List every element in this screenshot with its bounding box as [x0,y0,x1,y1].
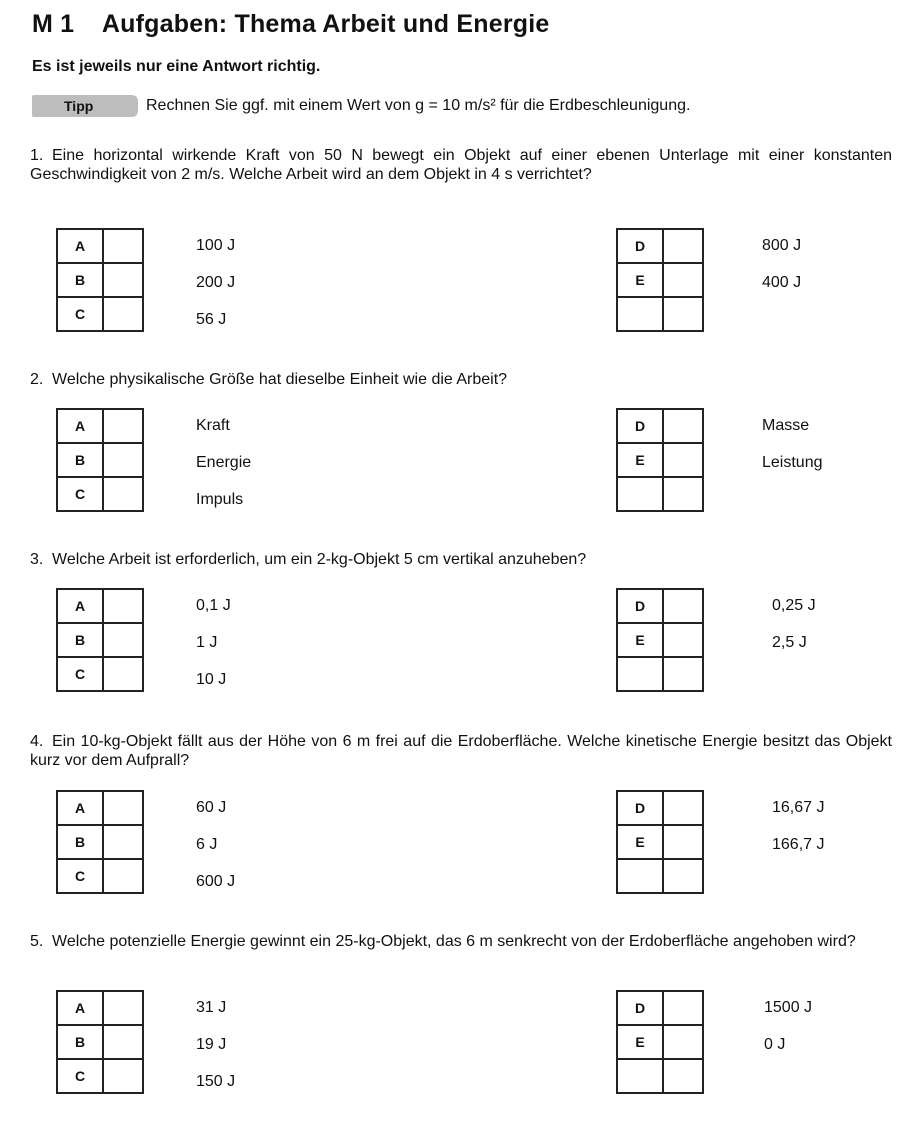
answer-checkbox-d[interactable] [663,791,703,825]
answer-grid-right [616,790,704,894]
tipp-badge: Tipp [32,95,138,117]
option-value: 166,7 J [772,836,825,853]
answer-grid-left [56,990,144,1094]
option-letter: C [57,477,103,511]
answer-checkbox-a[interactable] [103,229,143,263]
option-value: 56 J [196,311,227,328]
answers-right [762,230,801,304]
option-value: 2,5 J [772,634,807,651]
option-letter: C [57,859,103,893]
option-letter: C [57,1059,103,1093]
option-letter: E [617,1025,663,1059]
question-text [30,732,892,770]
option-letter: B [57,263,103,297]
answer-checkbox-a[interactable] [103,991,143,1025]
option-letter: D [617,791,663,825]
question-text [30,146,892,184]
answers-left [196,992,235,1103]
page-title: M 1 Aufgaben: Thema Arbeit und Energie [32,10,550,38]
option-letter: D [617,589,663,623]
option-letter: B [57,1025,103,1059]
option-letter: B [57,825,103,859]
answer-checkbox-b[interactable] [103,443,143,477]
answer-grid-left [56,408,144,512]
option-letter: B [57,623,103,657]
answer-checkbox-d[interactable] [663,589,703,623]
question-number: 1. [30,147,44,164]
empty-cell [663,297,703,331]
option-value: 19 J [196,1036,227,1053]
instruction-text: Es ist jeweils nur eine Antwort richtig. [32,58,321,75]
option-value: 100 J [196,237,236,254]
answer-checkbox-e[interactable] [663,1025,703,1059]
option-value: 400 J [762,274,802,291]
answer-grid-left [56,790,144,894]
question-number: 4. [30,733,44,750]
answer-checkbox-a[interactable] [103,791,143,825]
question-body: Welche physikalische Größe hat dieselbe Einheit wie die Arbeit? [52,371,508,388]
answer-checkbox-b[interactable] [103,825,143,859]
option-value: 0,1 J [196,597,231,614]
answer-checkbox-d[interactable] [663,991,703,1025]
option-value: 0,25 J [772,597,816,614]
option-value: 150 J [196,1073,236,1090]
question-text [30,932,892,951]
option-letter: A [57,791,103,825]
answer-checkbox-d[interactable] [663,229,703,263]
empty-cell [663,1059,703,1093]
answer-checkbox-e[interactable] [663,623,703,657]
option-letter: D [617,229,663,263]
answer-checkbox-c[interactable] [103,859,143,893]
option-value: 1500 J [764,999,813,1016]
answers-left [196,410,251,521]
empty-cell [663,477,703,511]
question-body: Welche potenzielle Energie gewinnt ein 25-kg-Objekt, das 6 m senkrecht von der Erdoberfläche angehoben wird? [52,933,856,950]
answer-grid-right [616,408,704,512]
question-3 [30,550,892,688]
question-4 [30,732,892,890]
option-value: 600 J [196,873,236,890]
option-letter: E [617,443,663,477]
option-letter: B [57,443,103,477]
tipp-text: Rechnen Sie ggf. mit einem Wert von g = 10 m/s² für die Erdbeschleunigung. [146,97,691,114]
question-number: 5. [30,933,44,950]
option-value: 0 J [764,1036,786,1053]
option-value: Leistung [762,454,823,471]
empty-cell [617,1059,663,1093]
option-letter: A [57,991,103,1025]
answers-right [762,410,823,484]
option-value: Energie [196,454,252,471]
question-text [30,550,892,569]
answer-grid-right [616,990,704,1094]
answer-checkbox-c[interactable] [103,297,143,331]
option-value: 200 J [196,274,236,291]
question-text [30,370,892,389]
answer-checkbox-c[interactable] [103,477,143,511]
empty-cell [663,859,703,893]
answer-grid-right [616,588,704,692]
answer-checkbox-e[interactable] [663,443,703,477]
answer-grid-left [56,228,144,332]
answer-checkbox-d[interactable] [663,409,703,443]
empty-cell [617,477,663,511]
option-letter: C [57,657,103,691]
answers-left [196,792,235,903]
question-5 [30,932,892,1090]
option-value: 800 J [762,237,802,254]
answer-checkbox-e[interactable] [663,825,703,859]
question-body: Ein 10-kg-Objekt fällt aus der Höhe von 6 m frei auf die Erdoberfläche. Welche kinetische Energie besitzt das Objekt kurz vor dem Aufprall? [30,733,892,769]
option-value: Masse [762,417,810,434]
empty-cell [617,657,663,691]
answers-left [196,590,231,701]
option-letter: E [617,825,663,859]
option-value: 31 J [196,999,227,1016]
answer-checkbox-e[interactable] [663,263,703,297]
option-letter: A [57,409,103,443]
option-letter: D [617,991,663,1025]
answer-grid-left [56,588,144,692]
answer-grid-right [616,228,704,332]
answer-checkbox-c[interactable] [103,657,143,691]
option-value: Kraft [196,417,230,434]
option-letter: A [57,229,103,263]
option-value: 10 J [196,671,227,688]
empty-cell [617,859,663,893]
answers-right [764,992,812,1066]
answer-checkbox-b[interactable] [103,1025,143,1059]
option-value: 1 J [196,634,218,651]
option-letter: D [617,409,663,443]
option-letter: E [617,263,663,297]
empty-cell [663,657,703,691]
question-1 [30,146,892,328]
option-value: Impuls [196,491,244,508]
answer-checkbox-a[interactable] [103,589,143,623]
option-value: 6 J [196,836,218,853]
answers-right [772,792,824,866]
option-letter: E [617,623,663,657]
answers-left [196,230,235,341]
answers-right [772,590,816,664]
option-letter: C [57,297,103,331]
tipp-row [32,95,892,121]
option-letter: A [57,589,103,623]
answer-checkbox-c[interactable] [103,1059,143,1093]
question-body: Welche Arbeit ist erforderlich, um ein 2-kg-Objekt 5 cm vertikal anzuheben? [52,551,587,568]
question-number: 2. [30,371,44,388]
question-body: Eine horizontal wirkende Kraft von 50 N bewegt ein Objekt auf einer ebenen Unterlage mit einer konstanten Geschwindigkeit von 2 m/s. Welche Arbeit wird an dem Objekt in 4 s verrichtet? [30,147,892,183]
question-2 [30,370,892,508]
option-value: 16,67 J [772,799,825,816]
question-number: 3. [30,551,44,568]
answer-checkbox-b[interactable] [103,623,143,657]
option-value: 60 J [196,799,227,816]
answer-checkbox-a[interactable] [103,409,143,443]
empty-cell [617,297,663,331]
answer-checkbox-b[interactable] [103,263,143,297]
